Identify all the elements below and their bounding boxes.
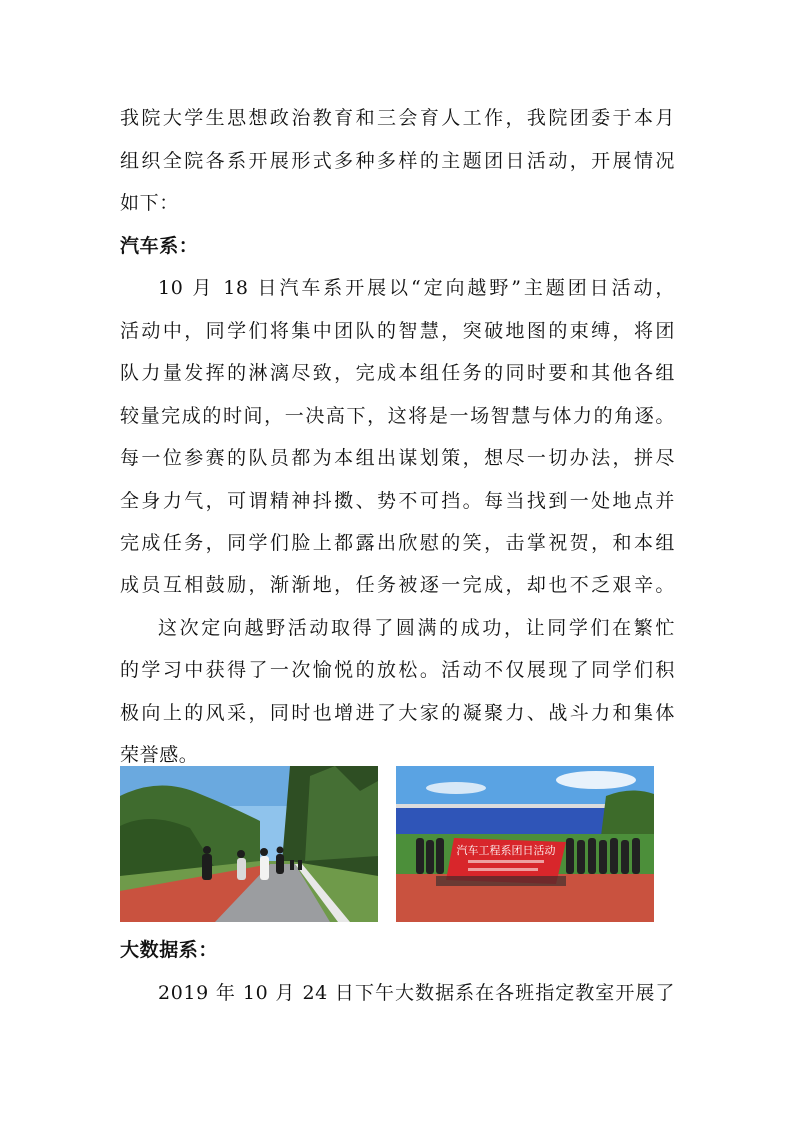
bigdata-para1-line-1: 2019 年 10 月 24 日下午大数据系在各班指定教室开展了 xyxy=(158,982,675,1004)
auto-para1-line-1: 10 月 18 日汽车系开展以“定向越野”主题团日活动， xyxy=(158,277,675,299)
auto-para2-line-2: 的学习中获得了一次愉悦的放松。活动不仅展现了同学们积 xyxy=(120,659,675,681)
auto-para1-line-6: 全身力气，可谓精神抖擞、势不可挡。每当找到一处地点并 xyxy=(120,490,675,512)
auto-para1-line-8: 成员互相鼓励，渐渐地，任务被逐一完成，却也不乏艰辛。 xyxy=(120,574,675,596)
photo-orienteering-run xyxy=(120,766,378,922)
intro-line-3: 如下： xyxy=(120,192,179,214)
group-photo-image xyxy=(396,766,654,922)
auto-para1-line-3: 队力量发挥的淋漓尽致，完成本组任务的同时要和其他各组 xyxy=(120,362,675,384)
intro-line-1: 我院大学生思想政治教育和三会育人工作，我院团委于本月 xyxy=(120,107,675,129)
auto-para1-line-4: 较量完成的时间，一决高下，这将是一场智慧与体力的角逐。 xyxy=(120,405,675,427)
auto-para2-line-4: 荣誉感。 xyxy=(120,744,199,766)
orienteering-photo-image xyxy=(120,766,378,922)
section-heading-auto: 汽车系： xyxy=(120,235,199,257)
photo-group-banner xyxy=(396,766,654,922)
auto-para2-line-3: 极向上的风采，同时也增进了大家的凝聚力、战斗力和集体 xyxy=(120,702,675,724)
auto-para1-line-5: 每一位参赛的队员都为本组出谋划策，想尽一切办法，拼尽 xyxy=(120,447,675,469)
section-heading-bigdata: 大数据系： xyxy=(120,939,219,961)
auto-para2-line-1: 这次定向越野活动取得了圆满的成功，让同学们在繁忙 xyxy=(158,617,675,639)
auto-para1-line-7: 完成任务，同学们脸上都露出欣慰的笑，击掌祝贺，和本组 xyxy=(120,532,675,554)
banner-text: 汽车工程系团日活动 xyxy=(456,844,556,857)
intro-line-2: 组织全院各系开展形式多种多样的主题团日活动，开展情况 xyxy=(120,150,675,172)
auto-para1-line-2: 活动中，同学们将集中团队的智慧，突破地图的束缚，将团 xyxy=(120,320,675,342)
